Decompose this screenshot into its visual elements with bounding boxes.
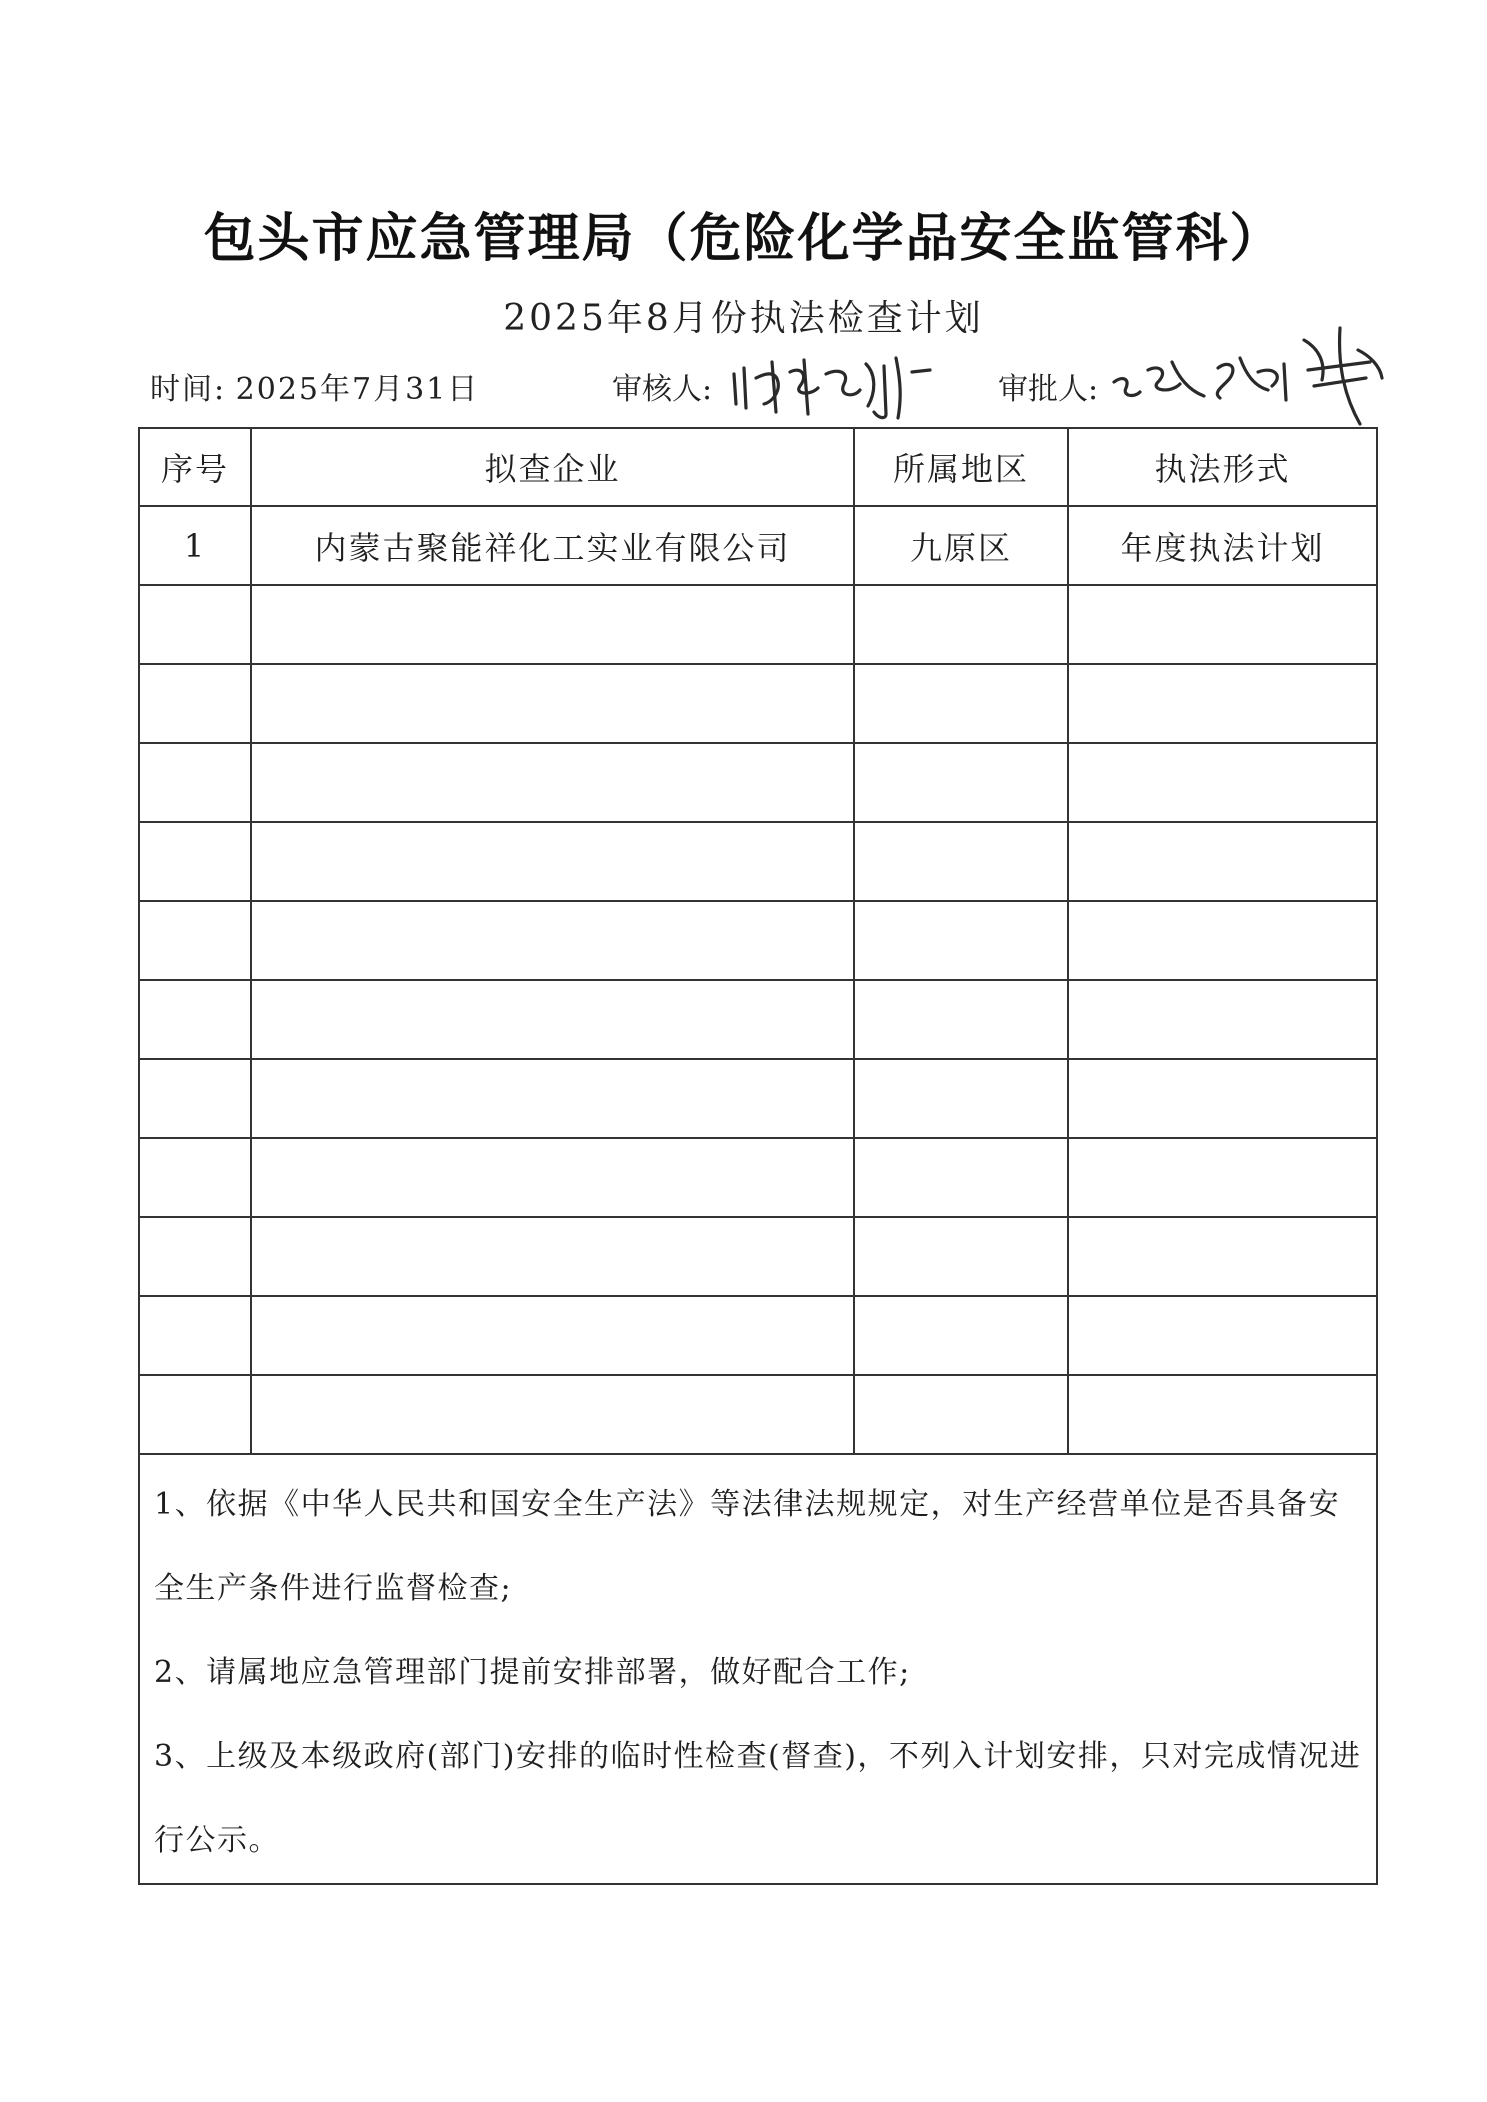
cell-enforcement-form (1068, 664, 1377, 743)
cell-company (251, 901, 854, 980)
inspection-plan-table (138, 427, 1378, 1885)
cell-company: 内蒙古聚能祥化工实业有限公司 (251, 506, 854, 585)
cell-region (854, 585, 1068, 664)
date-label: 时间: (150, 372, 227, 407)
cell-enforcement-form (1068, 1217, 1377, 1296)
cell-company (251, 1217, 854, 1296)
cell-enforcement-form (1068, 822, 1377, 901)
table-row (139, 980, 1377, 1059)
note-item: 2、请属地应急管理部门提前安排部署，做好配合工作; (154, 1655, 911, 1690)
page-title: 包头市应急管理局（危险化学品安全监管科） (203, 209, 1284, 269)
cell-serial-no (139, 1217, 251, 1296)
table-header-row (139, 428, 1377, 506)
note-item: 1、依据《中华人民共和国安全生产法》等法律法规规定，对生产经营单位是否具备安全生产条件进行监督检查; (154, 1487, 1341, 1606)
table-row (139, 1138, 1377, 1217)
header-serial-no: 序号 (139, 428, 251, 506)
cell-serial-no (139, 1375, 251, 1454)
table-row (139, 822, 1377, 901)
cell-region (854, 822, 1068, 901)
cell-company (251, 1059, 854, 1138)
notes-row (139, 1454, 1377, 1884)
cell-enforcement-form (1068, 901, 1377, 980)
cell-region (854, 980, 1068, 1059)
cell-enforcement-form (1068, 1138, 1377, 1217)
cell-enforcement-form (1068, 1296, 1377, 1375)
notes-cell (139, 1454, 1377, 1884)
cell-serial-no (139, 1059, 251, 1138)
cell-enforcement-form (1068, 1059, 1377, 1138)
cell-company (251, 664, 854, 743)
cell-region (854, 1375, 1068, 1454)
table-row (139, 743, 1377, 822)
cell-company (251, 1296, 854, 1375)
page-subtitle: 2025年8月份执法检查计划 (503, 298, 984, 339)
cell-company (251, 1375, 854, 1454)
table-row (139, 1296, 1377, 1375)
reviewer-signature (726, 352, 936, 424)
cell-region (854, 901, 1068, 980)
cell-region (854, 664, 1068, 743)
cell-serial-no (139, 585, 251, 664)
cell-serial-no (139, 1138, 251, 1217)
table-row (139, 585, 1377, 664)
cell-enforcement-form (1068, 1375, 1377, 1454)
table-row (139, 901, 1377, 980)
cell-company (251, 1138, 854, 1217)
cell-serial-no: 1 (139, 506, 251, 585)
table-row (139, 1059, 1377, 1138)
table-row (139, 1217, 1377, 1296)
cell-serial-no (139, 980, 251, 1059)
cell-region (854, 1138, 1068, 1217)
cell-company (251, 822, 854, 901)
cell-region (854, 1059, 1068, 1138)
note-item: 3、上级及本级政府(部门)安排的临时性检查(督查)，不列入计划安排，只对完成情况进行公示。 (154, 1739, 1362, 1858)
cell-enforcement-form (1068, 980, 1377, 1059)
cell-enforcement-form (1068, 585, 1377, 664)
header-company: 拟查企业 (251, 428, 854, 506)
cell-company (251, 585, 854, 664)
cell-enforcement-form: 年度执法计划 (1068, 506, 1377, 585)
cell-serial-no (139, 664, 251, 743)
cell-enforcement-form (1068, 743, 1377, 822)
cell-serial-no (139, 743, 251, 822)
date-line (150, 368, 479, 412)
date-value: 2025年7月31日 (235, 372, 480, 407)
table-row (139, 664, 1377, 743)
cell-region (854, 743, 1068, 822)
reviewer-label: 审核人: (612, 372, 713, 407)
cell-region (854, 1217, 1068, 1296)
approver-signature (1108, 320, 1388, 430)
cell-region: 九原区 (854, 506, 1068, 585)
header-region: 所属地区 (854, 428, 1068, 506)
cell-company (251, 743, 854, 822)
header-enforcement-form: 执法形式 (1068, 428, 1377, 506)
cell-serial-no (139, 1296, 251, 1375)
approver-label: 审批人: (998, 372, 1099, 407)
table-row (139, 506, 1377, 585)
cell-serial-no (139, 822, 251, 901)
table-row (139, 1375, 1377, 1454)
cell-region (854, 1296, 1068, 1375)
cell-serial-no (139, 901, 251, 980)
cell-company (251, 980, 854, 1059)
